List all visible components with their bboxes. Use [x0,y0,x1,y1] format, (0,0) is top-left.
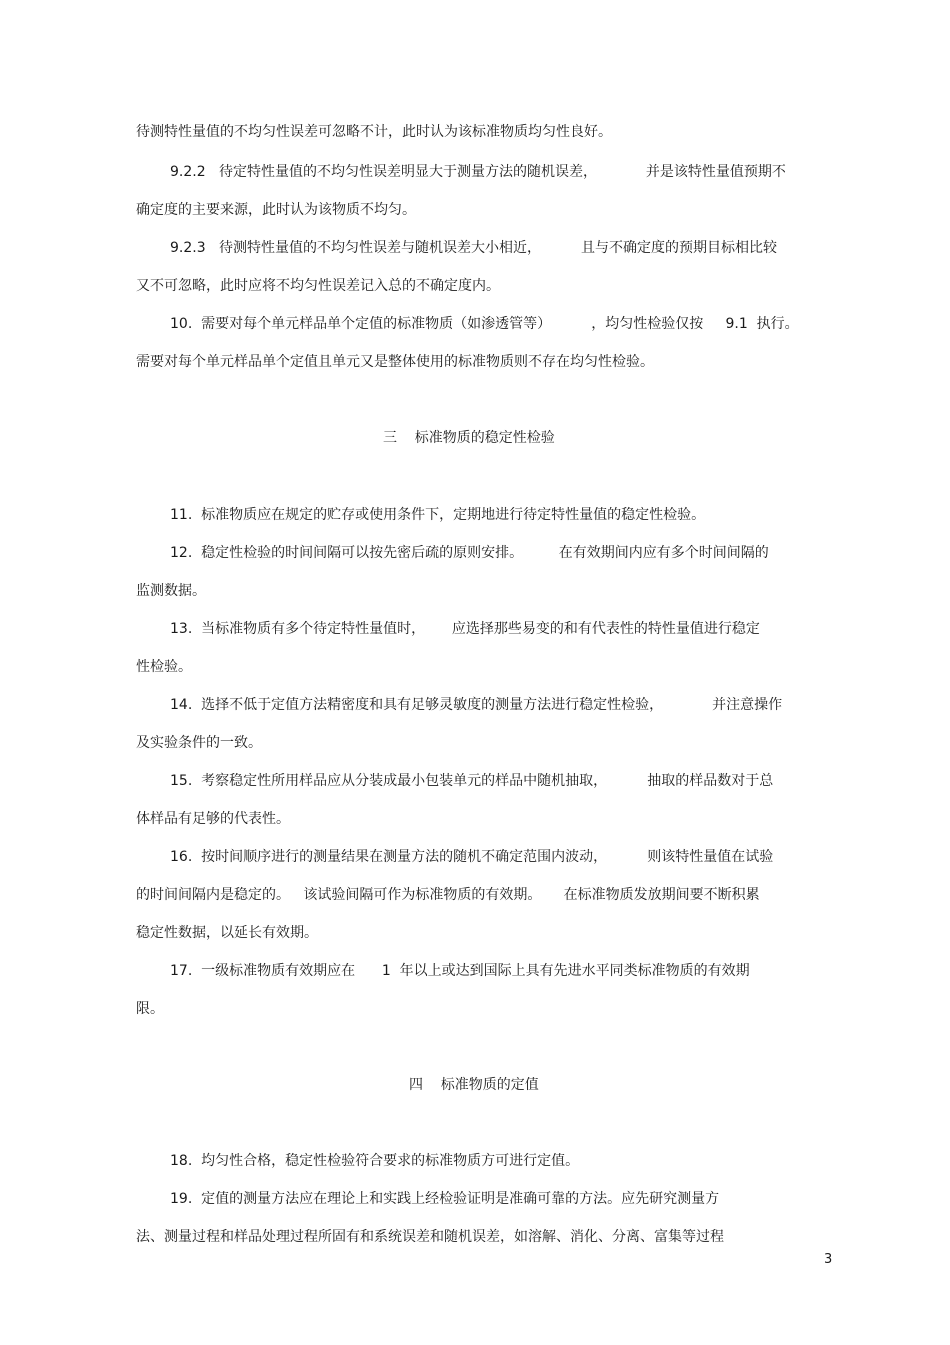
text-line: 法、测量过程和样品处理过程所固有和系统误差和随机误差，如溶解、消化、分离、富集等过程 [136,1229,724,1245]
text-line: 限。 [136,1001,164,1017]
text-line: 12. 稳定性检验的时间间隔可以按先密后疏的原则安排。 在有效期间内应有多个时间间隔的 [170,545,769,561]
text-line: 10. 需要对每个单元样品单个定值的标准物质（如渗透管等） ，均匀性检验仅按 9.1 执行。 [170,316,799,332]
section-heading: 四 标准物质的定值 [409,1077,539,1093]
text-line: 13. 当标准物质有多个待定特性量值时， 应选择那些易变的和有代表性的特性量值进行稳定 [170,621,760,637]
text-line: 16. 按时间顺序进行的测量结果在测量方法的随机不确定范围内波动， 则该特性量值在试验 [170,849,774,865]
text-line: 又不可忽略，此时应将不均匀性误差记入总的不确定度内。 [136,278,500,294]
section-heading: 三 标准物质的稳定性检验 [383,430,555,446]
text-line: 15. 考察稳定性所用样品应从分装成最小包装单元的样品中随机抽取， 抽取的样品数对于总 [170,773,774,789]
text-line: 11. 标准物质应在规定的贮存或使用条件下，定期地进行待定特性量值的稳定性检验。 [170,507,706,523]
text-line: 及实验条件的一致。 [136,735,262,751]
text-line: 性检验。 [136,659,192,675]
text-line: 确定度的主要来源，此时认为该物质不均匀。 [136,202,416,218]
text-line: 18. 均匀性合格，稳定性检验符合要求的标准物质方可进行定值。 [170,1153,580,1169]
text-line: 19. 定值的测量方法应在理论上和实践上经检验证明是准确可靠的方法。应先研究测量方 [170,1191,720,1207]
page-number: 3 [824,1252,833,1267]
text-line: 的时间间隔内是稳定的。 该试验间隔可作为标准物质的有效期。 在标准物质发放期间要不断积累 [136,887,760,903]
text-line: 稳定性数据，以延长有效期。 [136,925,318,941]
text-line: 17. 一级标准物质有效期应在 1 年以上或达到国际上具有先进水平同类标准物质的有效期 [170,963,750,979]
text-line: 9.2.2 待定特性量值的不均匀性误差明显大于测量方法的随机误差， 并是该特性量值预期不 [170,164,786,180]
text-line: 待测特性量值的不均匀性误差可忽略不计，此时认为该标准物质均匀性良好。 [136,124,612,140]
text-line: 体样品有足够的代表性。 [136,811,290,827]
text-line: 9.2.3 待测特性量值的不均匀性误差与随机误差大小相近， 且与不确定度的预期目标相比较 [170,240,778,256]
text-line: 需要对每个单元样品单个定值且单元又是整体使用的标准物质则不存在均匀性检验。 [136,354,654,370]
text-line: 14. 选择不低于定值方法精密度和具有足够灵敏度的测量方法进行稳定性检验， 并注意操作 [170,697,783,713]
text-line: 监测数据。 [136,583,206,599]
